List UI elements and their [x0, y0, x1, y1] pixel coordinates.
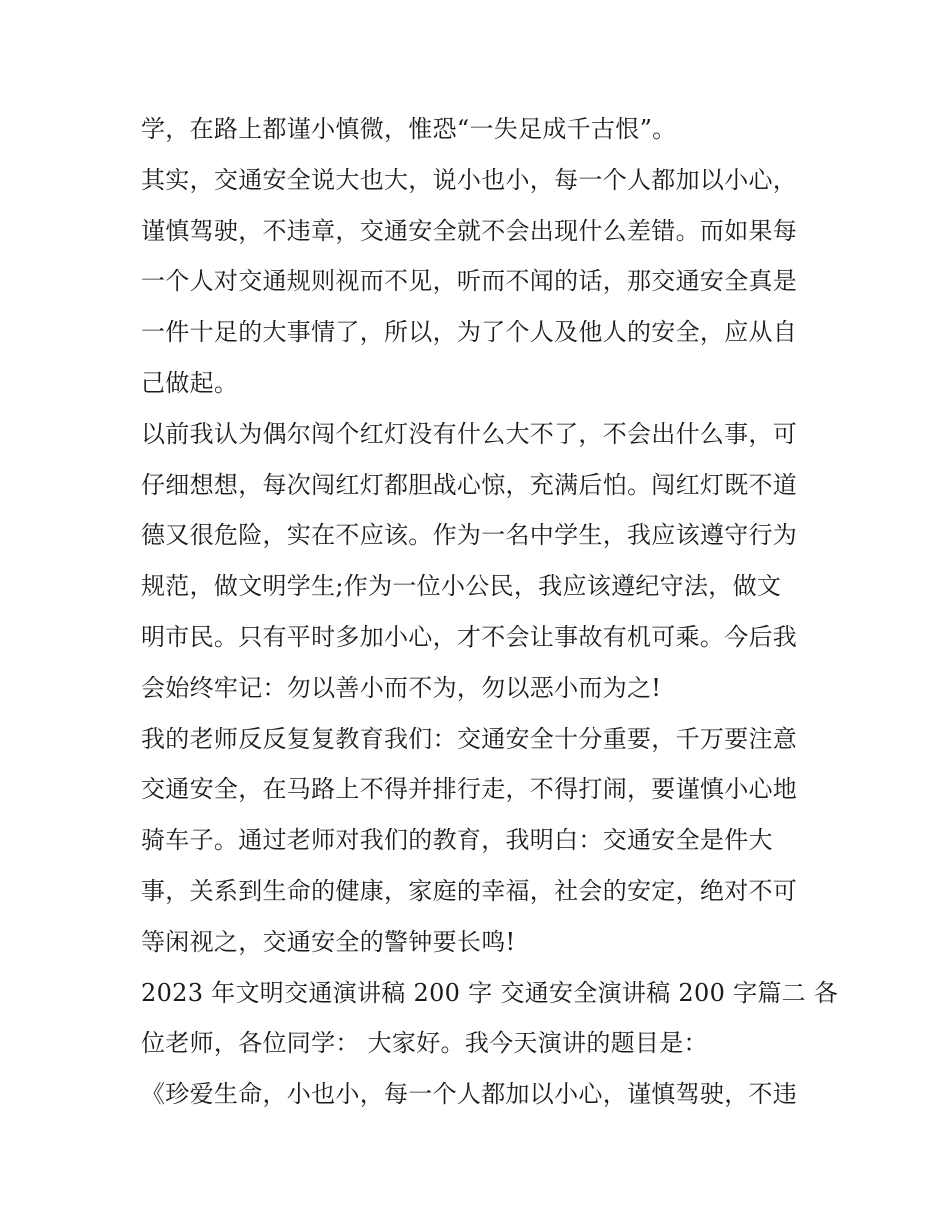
- text-line: 会始终牢记：勿以善小而不为，勿以恶小而为之!: [141, 673, 662, 702]
- text-line: 以前我认为偶尔闯个红灯没有什么大不了，不会出什么事，可: [141, 419, 798, 448]
- text-line: 2023 年文明交通演讲稿 200 字 交通安全演讲稿 200 字篇二 各: [141, 978, 839, 1007]
- text-line: 规范，做文明学生;作为一位小公民，我应该遵纪守法，做文: [141, 572, 782, 601]
- text-line: 交通安全，在马路上不得并排行走，不得打闹，要谨慎小心地: [141, 775, 798, 804]
- text-line: 等闲视之，交通安全的警钟要长鸣!: [141, 927, 516, 956]
- text-line: 德又很危险，实在不应该。作为一名中学生，我应该遵守行为: [141, 521, 798, 550]
- text-line: 事，关系到生命的健康，家庭的幸福，社会的安定，绝对不可: [141, 876, 798, 905]
- text-line: 己做起。: [141, 368, 239, 397]
- text-line: 其实，交通安全说大也大，说小也小，每一个人都加以小心，: [141, 165, 798, 194]
- document-body: [141, 104, 839, 1120]
- text-line: 一件十足的大事情了，所以，为了个人及他人的安全，应从自: [141, 318, 798, 347]
- text-line: 一个人对交通规则视而不见，听而不闻的话，那交通安全真是: [141, 267, 798, 296]
- text-line: 明市民。只有平时多加小心，才不会让事故有机可乘。今后我: [141, 622, 798, 651]
- text-line: 《珍爱生命，小也小，每一个人都加以小心，谨慎驾驶，不违: [141, 1080, 798, 1109]
- text-line: 我的老师反反复复教育我们：交通安全十分重要，千万要注意: [141, 724, 798, 753]
- text-line: 谨慎驾驶，不违章，交通安全就不会出现什么差错。而如果每: [141, 216, 798, 245]
- text-line: 位老师，各位同学： 大家好。我今天演讲的题目是：: [141, 1029, 708, 1058]
- text-line: 仔细想想，每次闯红灯都胆战心惊，充满后怕。闯红灯既不道: [141, 470, 798, 499]
- text-line: 骑车子。通过老师对我们的教育，我明白：交通安全是件大: [141, 826, 773, 855]
- text-line: 学，在路上都谨小慎微，惟恐“一失足成千古恨”。: [141, 115, 677, 143]
